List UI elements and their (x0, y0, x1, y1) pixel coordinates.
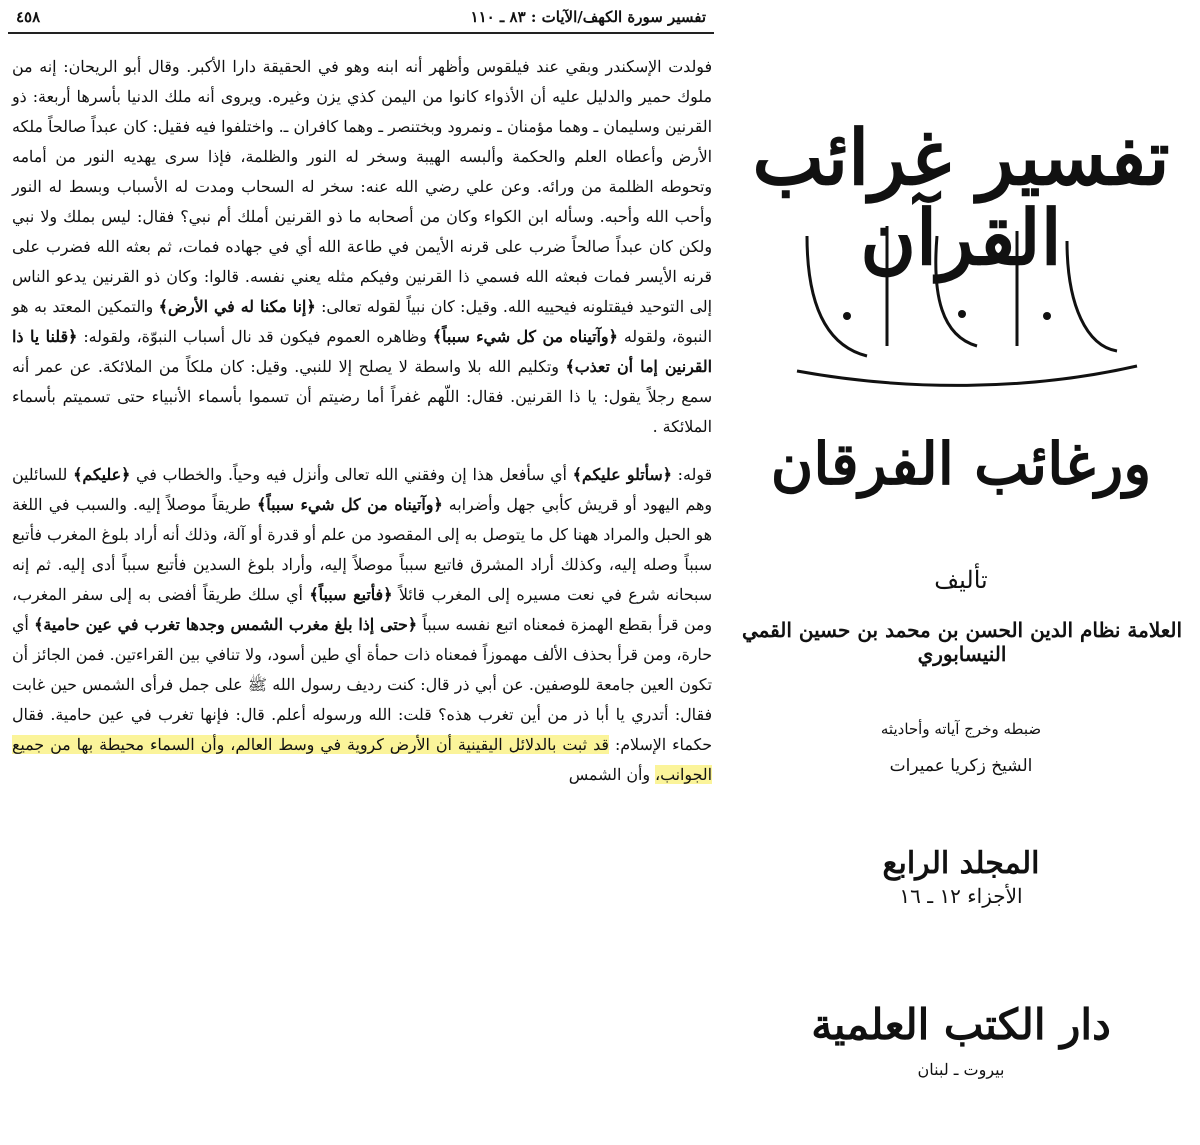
quran-quote: ﴿عليكم﴾ (73, 465, 131, 484)
running-head (8, 8, 714, 30)
text-run: والتمكين المعتد به هو النبوة، ولقوله (12, 297, 713, 346)
paragraph (12, 52, 712, 442)
text-run: أي سأفعل هذا إن وفقني الله تعالى وأنزل فيه وحياً. والخطاب في (130, 465, 573, 484)
quran-quote: ﴿حتى إذا بلغ مغرب الشمس وجدها تغرب في عين حامية﴾ (34, 615, 417, 634)
editor-name: الشيخ زكريا عميرات (889, 756, 1033, 776)
text-run: فولدت الإسكندر وبقي عند فيلقوس وأظهر أنه ابنه وهو في الحقيقة دارا الأكبر. وقال أبو الريحان: إنه من ملوك حمير والدليل عليه أن الأذواء كانوا من اليمن كذي يزن وغيره. ويروى أنه ملك الدنيا بأسرها أربعة: ذو القرنين وسليمان ـ وهما مؤمنان ـ ونمرود وبختنصر ـ وهما كافران ـ. واختلفوا فيه فقيل: كان عبداً صالحاً ملكه الأرض وأعطاه العلم والحكمة وألبسه الهيبة وسخر له النور والظلمة، فإذا سرى يهديه النور من أمامه وتحوطه الظلمة من ورائه. وعن علي رضي الله عنه: سخر له السحاب ومدت له الأسباب وبسط له النور وأحب الله وأحبه. وسأله ابن الكواء وكان من أصحابه ما ذو القرنين أملك أم نبي؟ فقال: ليس بملك ولا نبي ولكن كان عبداً صالحاً ضرب على قرنه الأيمن في طاعة الله أي في جهاده فمات، ثم بعثه الله فضرب على قرنه الأيسر فمات فبعثه الله فسمي ذا القرنين وفيكم مثله يعني نفسه. قالوا: وكان ذو القرنين يدعو الناس إلى التوحيد فيقتلونه فيحييه الله. وقيل: كان نبياً لقوله تعالى: (12, 57, 713, 316)
quran-quote: ﴿سأتلو عليكم﴾ (572, 465, 672, 484)
commentary-text (12, 52, 712, 790)
page-number: ٤٥٨ (16, 8, 41, 26)
text-run: أي سلك طريقاً أفضى به إلى سفر المغرب، ومن قرأ بقطع الهمزة فمعناه اتبع نفسه سبباً (12, 585, 712, 634)
publisher-city: بيروت ـ لبنان (917, 1060, 1005, 1079)
text-run: وتكليم الله بلا واسطة لا يصلح إلا للنبي. وقيل: كان ملكاً من الملائكة. عن عمر أنه سمع رجلاً يقول: يا ذا القرنين. فقال: اللّهم غفراً أما رضيتم أن تسموا بأسماء الأنبياء حتى تسميتم بأسماء الملائكة . (12, 357, 712, 436)
author-label: تأليف (934, 566, 988, 594)
author-name: العلامة نظام الدين الحسن بن محمد بن حسين القمي النيسابوري (741, 618, 1183, 666)
parts-range: الأجزاء ١٢ ـ ١٦ (899, 884, 1023, 908)
quran-quote: ﴿وآتيناه من كل شيء سبباً﴾ (432, 327, 618, 346)
volume-label: المجلد الرابع (882, 846, 1040, 881)
book-title: تفسير غرائب القرآن (752, 113, 1170, 282)
text-run: وظاهره العموم فيكون قد نال أسباب النبوّة، ولقوله: (77, 327, 433, 346)
calligraphy-ornament (767, 196, 1157, 396)
text-run: طريقاً موصلاً إليه. والسبب في اللغة هو الحبل والمراد ههنا كل ما يتوصل به إلى المقصود من علم أو قدرة أو آلة، وذلك أنه أراد بلوغ المغرب فأتبع سبباً وصله إليه، وكذلك أراد المشرق فاتبع سبباً موصلاً إليه، وأراد بلوغ السدين فأتبع سبباً أدى إليه. ثم إنه سبحانه شرع في نعت مسيره إلى المغرب قائلاً (12, 495, 712, 604)
book-subtitle: ورغائب الفرقان (770, 430, 1152, 498)
text-run: وأن الشمس (568, 765, 656, 784)
text-run: قوله: (671, 465, 712, 484)
highlighted-text: قد ثبت بالدلائل اليقينية أن الأرض كروية في وسط العالم، وأن السماء محيطة بها من جميع الجوانب، (12, 735, 712, 784)
text-run: للسائلين وهم اليهود أو قريش كأبي جهل وأضرابه (12, 465, 712, 514)
publisher-name: دار الكتب العلمية (811, 1000, 1111, 1049)
title-page (722, 0, 1200, 1145)
quran-quote: ﴿وآتيناه من كل شيء سبباً﴾ (257, 495, 443, 514)
paragraph (12, 460, 712, 790)
quran-quote: ﴿فأتبع سبباً﴾ (309, 585, 393, 604)
quran-quote: ﴿قلنا يا ذا القرنين إما أن تعذب﴾ (12, 327, 712, 376)
running-head-title: تفسير سورة الكهف/الآيات : ٨٣ ـ ١١٠ (470, 8, 706, 26)
editor-label: ضبطه وخرج آياته وأحاديثه (880, 720, 1042, 738)
text-run: أي حارة، ومن قرأ بحذف الألف مهموزاً فمعناه ذات حمأة أي طين أسود، ولا تنافي بين القراءتين. فمن الجائز أن تكون العين جامعة للوصفين. عن أبي ذر قال: كنت رديف رسول الله ﷺ على جمل فرأى الشمس حين غابت فقال: أتدري يا أبا ذر من أين تغرب هذه؟ قلت: الله ورسوله أعلم. قال: فإنها تغرب في عين حامية. فقال حكماء الإسلام: (12, 615, 712, 754)
header-rule (8, 32, 714, 34)
quran-quote: ﴿إنا مكنا له في الأرض﴾ (158, 297, 316, 316)
